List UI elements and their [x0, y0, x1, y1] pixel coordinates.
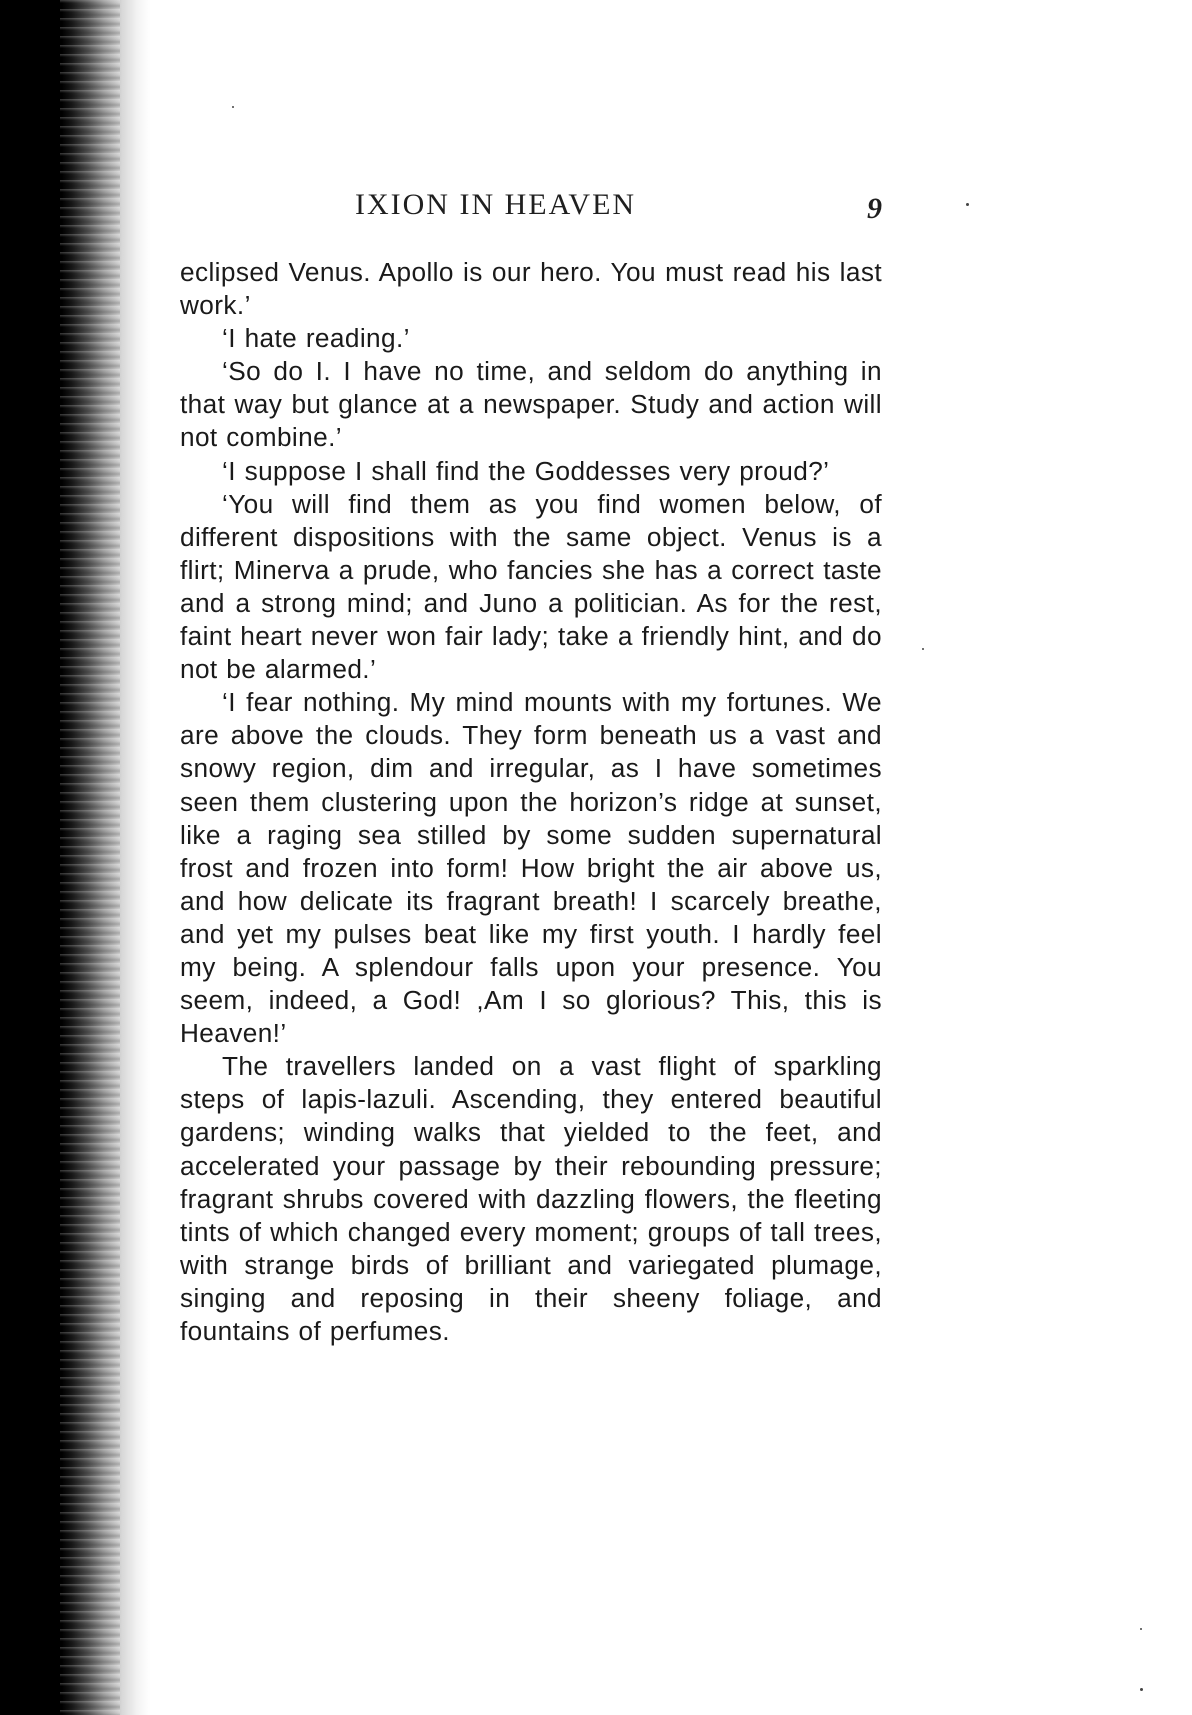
page-number: 9 — [867, 192, 882, 225]
paragraph: ‘I fear nothing. My mind mounts with my fortunes. We are above the clouds. They form beneath us a vast and snowy region, dim and irregular, as I have sometimes seen them clustering upon the horizon’s ridge at sunset, like a raging sea stilled by some sudden supernatural frost and frozen into form! How bright the air above us, and how delicate its fragrant breath! I scarcely breathe, and yet my pulses beat like my first youth. I hardly feel my being. A splendour falls upon your presence. You seem, indeed, a God! ,Am I so glorious? This, this is Heaven!’ — [180, 687, 882, 1049]
paragraph: ‘I suppose I shall find the Goddesses very proud?’ — [222, 455, 830, 486]
paragraph: The travellers landed on a vast flight of sparkling steps of lapis-lazuli. Ascending, they entered beautiful gardens; winding walks that yielded to the feet, and accelerated your passage by their rebounding pressure; fragrant shrubs covered with dazzling flowers, the fleeting tints of which changed every moment; groups of tall trees, with strange birds of brilliant and variegated plumage, singing and reposing in their sheeny foliage, and fountains of perfumes. — [180, 1051, 882, 1346]
print-speck — [232, 106, 234, 108]
body-text — [180, 256, 882, 1348]
paragraph: ‘So do I. I have no time, and seldom do anything in that way but glance at a newspaper. Study and action will not combine.’ — [180, 356, 882, 453]
print-speck — [922, 648, 924, 650]
page-header — [180, 188, 882, 228]
paragraph: ‘You will find them as you find women below, of different dispositions with the same object. Venus is a flirt; Minerva a prude, who fancies she has a correct taste and a strong mind; and Juno a politician. As for the rest, faint heart never won fair lady; take a friendly hint, and do not be alarmed.’ — [180, 488, 882, 685]
print-speck — [966, 203, 969, 206]
binding-texture — [60, 0, 120, 1715]
running-title: IXION IN HEAVEN — [355, 188, 637, 221]
paragraph: ‘I hate reading.’ — [222, 323, 410, 354]
print-speck — [1140, 1688, 1143, 1691]
paragraph: eclipsed Venus. Apollo is our hero. You must read his last work.’ — [180, 257, 882, 321]
print-speck — [1140, 1628, 1142, 1630]
